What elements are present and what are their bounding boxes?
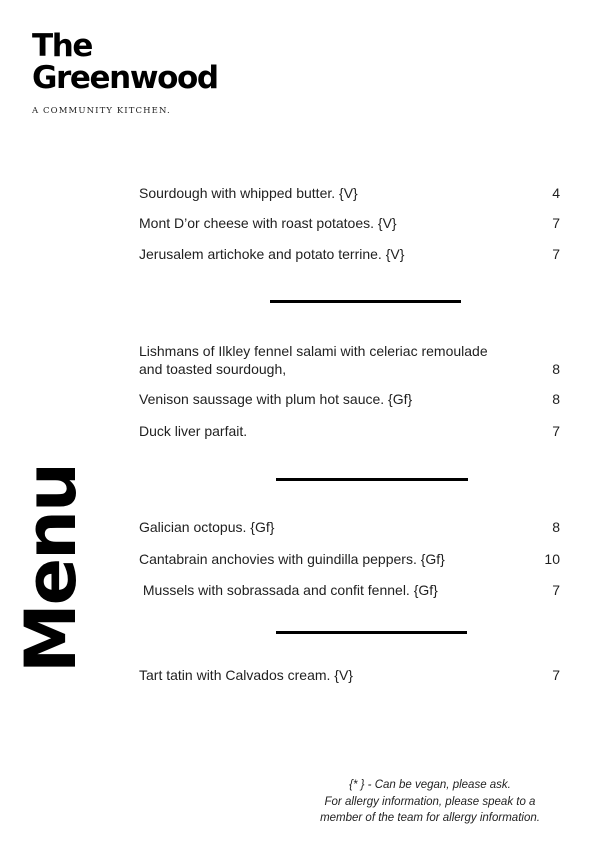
restaurant-tagline: A COMMUNITY KITCHEN.: [32, 106, 171, 116]
section-divider: [270, 300, 461, 303]
menu-item-name: Mussels with sobrassada and confit fennel. {Gf}: [139, 582, 438, 598]
section-divider: [276, 478, 468, 481]
menu-item-name: Tart tatin with Calvados cream. {V}: [139, 667, 353, 683]
menu-item: [139, 581, 560, 599]
menu-item: [139, 390, 560, 408]
menu-item-name: Venison saussage with plum hot sauce. {Gf}: [139, 391, 413, 407]
menu-item-name: Mont D’or cheese with roast potatoes. {V}: [139, 215, 397, 231]
menu-item-name: Cantabrain anchovies with guindilla peppers. {Gf}: [139, 551, 445, 567]
menu-item: [139, 550, 560, 568]
menu-item: [139, 214, 560, 232]
menu-item-name: Sourdough with whipped butter. {V}: [139, 185, 358, 201]
menu-item-name: Jerusalem artichoke and potato terrine. {V}: [139, 246, 405, 262]
menu-item-price: 8: [552, 361, 560, 377]
menu-item-price: 8: [552, 519, 560, 535]
footnote-line: For allergy information, please speak to a: [324, 795, 536, 808]
menu-item-price: 7: [552, 667, 560, 683]
restaurant-name: [32, 30, 218, 94]
menu-item-price: 7: [552, 423, 560, 439]
menu-item-price: 7: [552, 215, 560, 231]
brand-block: [32, 30, 218, 116]
menu-item-price: 8: [552, 391, 560, 407]
footnote-line: member of the team for allergy information.: [320, 812, 540, 824]
menu-vertical-title: Menu: [10, 464, 92, 673]
restaurant-name-line-2: Greenwood: [32, 60, 218, 96]
allergy-footnote: [280, 777, 580, 827]
menu-item: [139, 518, 560, 536]
menu-item: [139, 184, 560, 202]
menu-item: [139, 342, 560, 378]
menu-item: [139, 422, 560, 440]
menu-item-price: 10: [544, 551, 560, 567]
menu-item-price: 7: [552, 246, 560, 262]
menu-item-name: Duck liver parfait.: [139, 423, 248, 439]
menu-item-name: Lishmans of Ilkley fennel salami with celeriac remoulade and toasted sourdough,: [139, 343, 488, 377]
menu-item-price: 4: [552, 185, 560, 201]
menu-item-name: Galician octopus. {Gf}: [139, 519, 275, 535]
menu-item: [139, 666, 560, 684]
restaurant-name-line-1: The: [32, 28, 93, 64]
section-divider: [276, 631, 467, 634]
menu-item-price: 7: [552, 582, 560, 598]
menu-item: [139, 245, 560, 263]
footnote-line: {* } - Can be vegan, please ask.: [349, 779, 511, 791]
